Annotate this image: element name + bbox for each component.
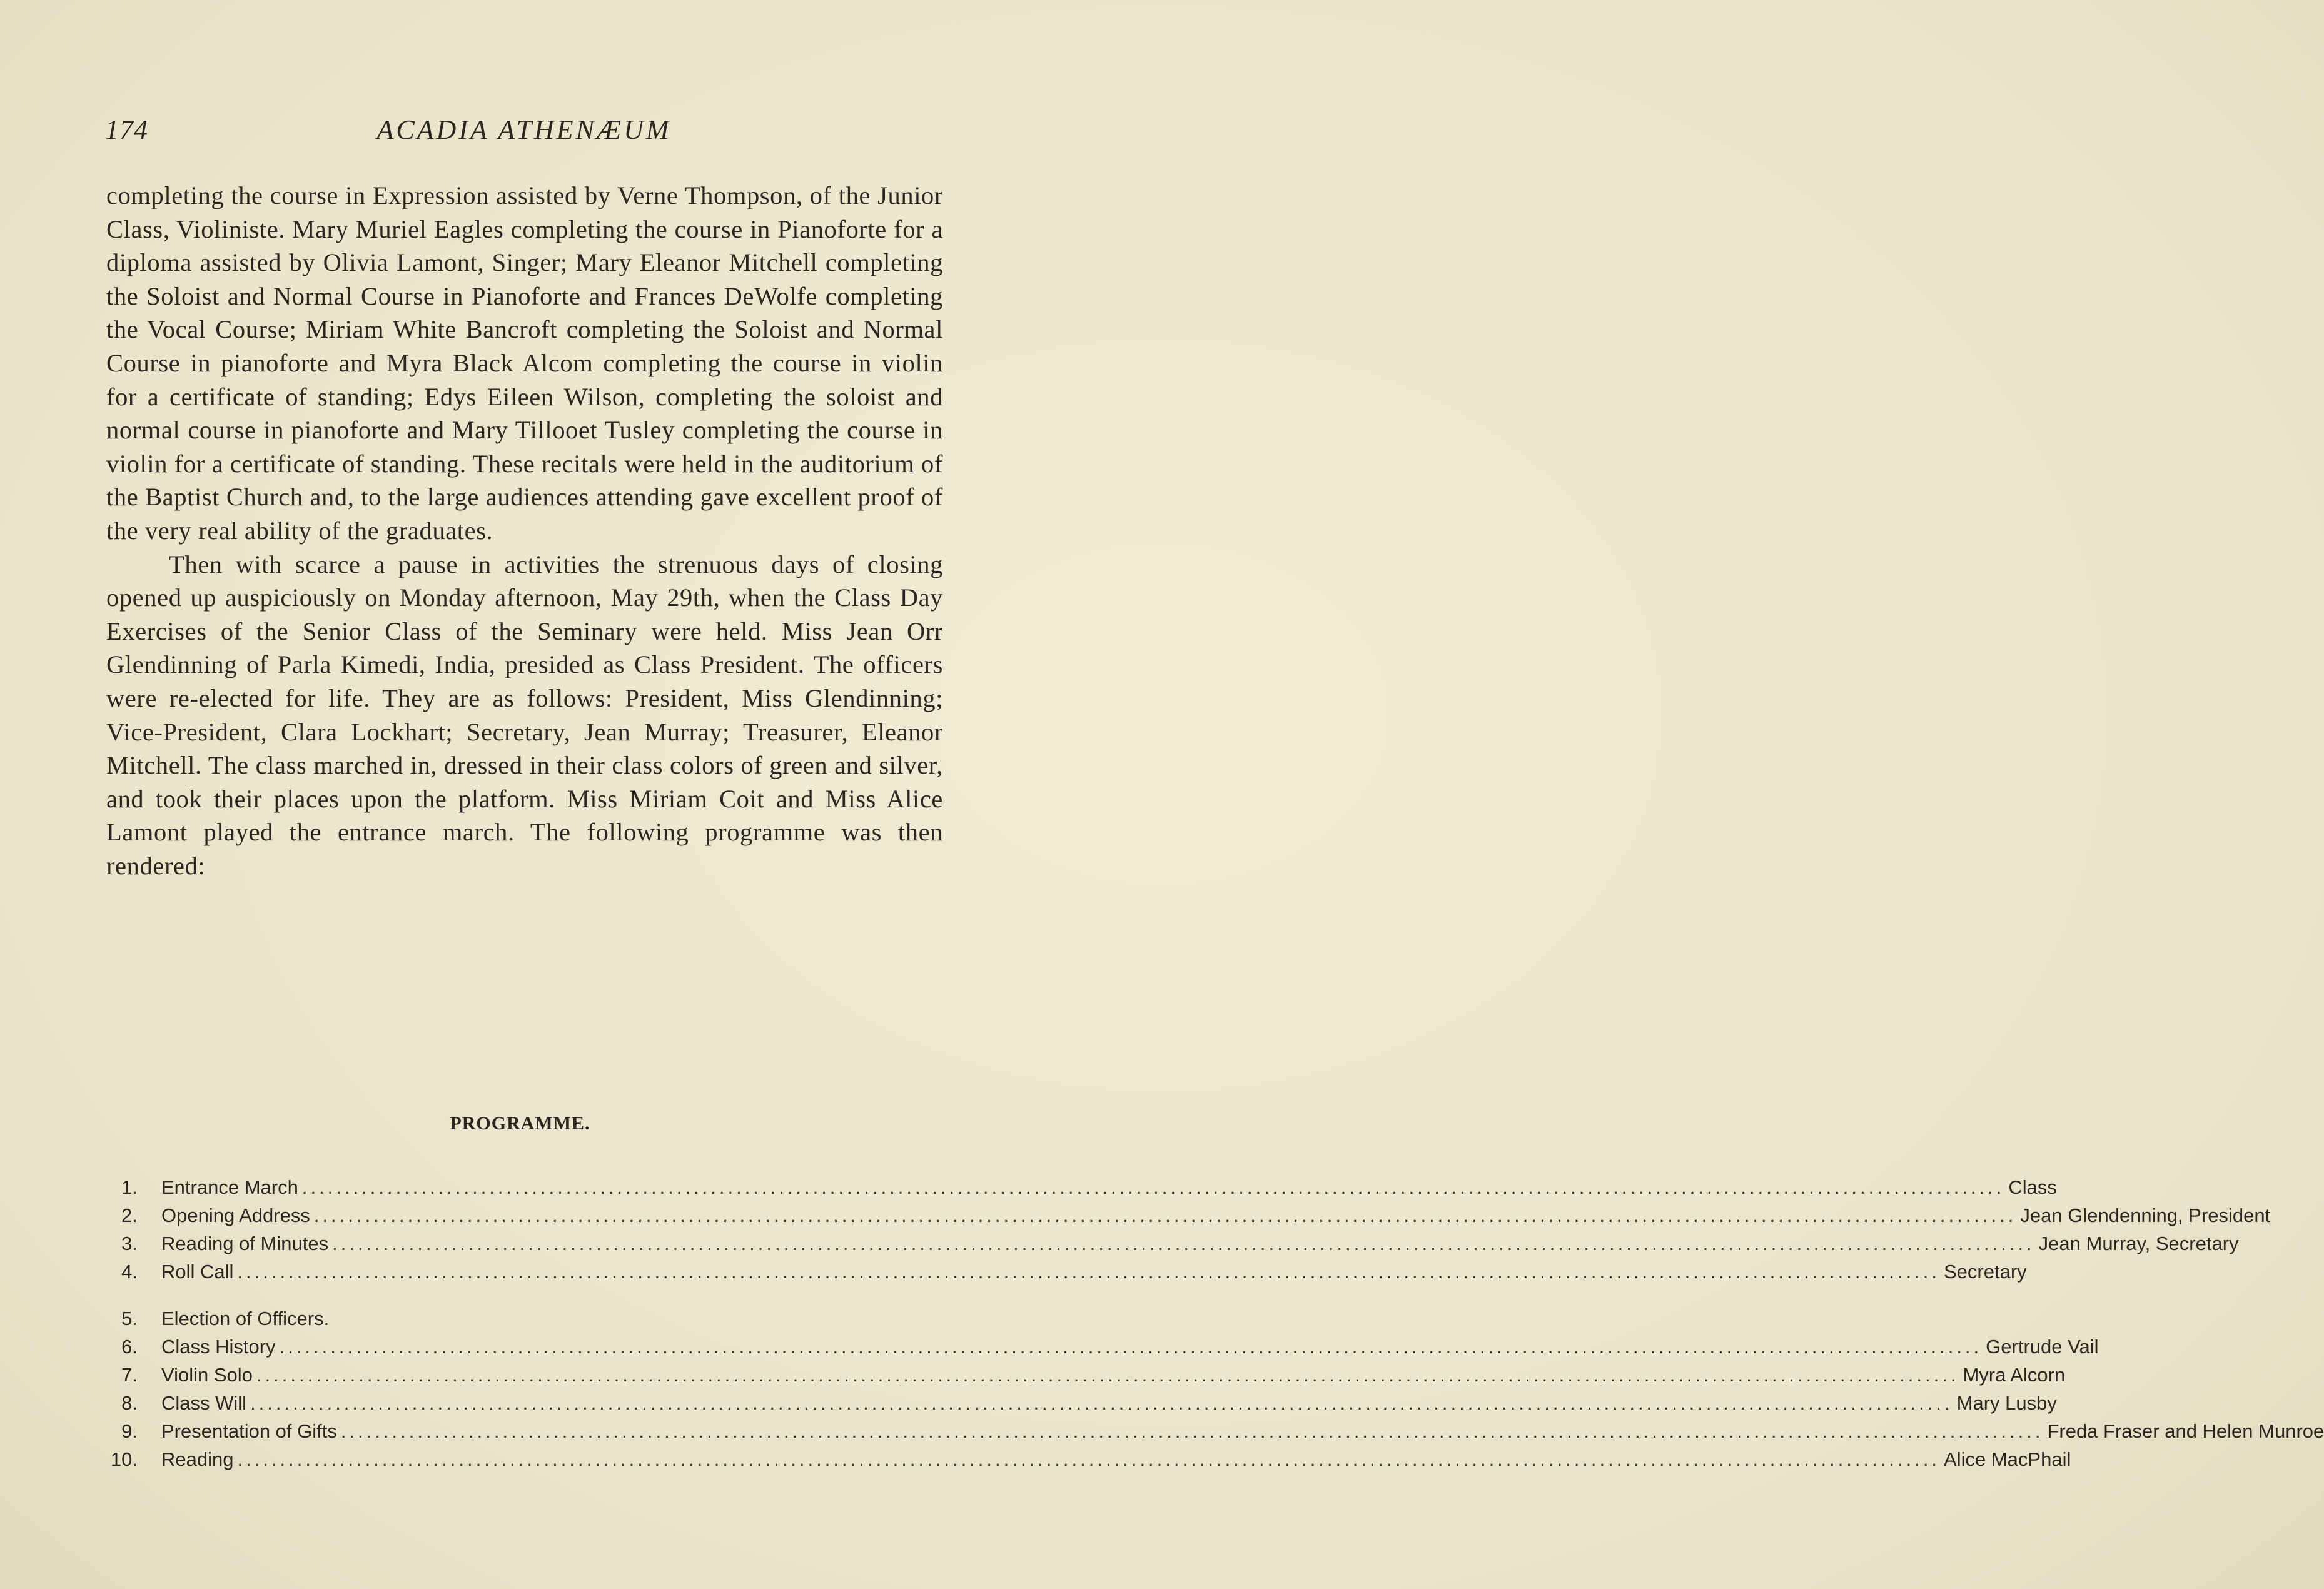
item-performer: Myra Alcorn: [1963, 1364, 2066, 1386]
item-title: Presentation of Gifts: [161, 1420, 337, 1442]
dot-leader: ........................................................................................................................................................................................................: [301, 1176, 2005, 1198]
item-performer: Class: [2008, 1176, 2057, 1198]
item-title: Election of Officers.: [161, 1308, 330, 1329]
item-performer: Gertrude Vail: [1986, 1336, 2099, 1358]
programme-item: [105, 1229, 2239, 1258]
item-number: 10.: [110, 1448, 138, 1470]
item-performer: Jean Murray, Secretary: [2038, 1233, 2239, 1254]
paragraph: completing the course in Expression assisted by Verne Thompson, of the Junior Class, Violiniste. Mary Muriel Eagles completing the course in Pianoforte for a diploma assisted by Olivia Lamont, Singer; Mary Eleanor Mitchell completing the Soloist and Normal Course in Pianoforte and Frances DeWolfe completing the Vocal Course; Miriam White Bancroft completing the Soloist and Normal Course in pianoforte and Myra Black Alcom completing the course in violin for a certificate of standing; Edys Eileen Wilson, completing the soloist and normal course in pianoforte and Mary Tillooet Tusley completing the course in violin for a certificate of standing. These recitals were held in the auditorium of the Baptist Church and, to the large audiences attending gave excellent proof of the very real ability of the graduates.: [106, 181, 943, 545]
item-performer: Jean Glendenning, President: [2020, 1204, 2271, 1226]
item-number: 9.: [121, 1420, 138, 1442]
dot-leader: ........................................................................................................................................................................................................: [332, 1233, 2035, 1254]
dot-leader: ........................................................................................................................................................................................................: [237, 1261, 1940, 1283]
programme-item: [105, 1304, 943, 1333]
item-title: Class Will: [161, 1392, 247, 1414]
dot-leader: ........................................................................................................................................................................................................: [256, 1364, 1959, 1386]
item-title: Class History: [161, 1336, 276, 1358]
item-number: 7.: [121, 1364, 138, 1386]
running-head: ACADIA ATHENÆUM: [376, 114, 672, 145]
item-performer: Alice MacPhail: [1944, 1448, 2071, 1470]
dot-leader: ........................................................................................................................................................................................................: [279, 1336, 1983, 1358]
item-title: Reading of Minutes: [161, 1233, 329, 1254]
item-number: 2.: [121, 1204, 138, 1226]
item-number: 8.: [121, 1392, 138, 1414]
programme-item: [105, 1361, 2066, 1389]
item-number: 1.: [121, 1176, 138, 1198]
item-title: Roll Call: [161, 1261, 234, 1283]
body-text: [106, 179, 943, 882]
item-performer: Secretary: [1943, 1261, 2027, 1283]
item-number: 3.: [121, 1233, 138, 1254]
item-title: Violin Solo: [161, 1364, 253, 1386]
dot-leader: ........................................................................................................................................................................................................: [340, 1420, 2044, 1442]
item-number: 6.: [121, 1336, 138, 1358]
programme-item: [105, 1445, 2071, 1473]
item-title: Reading: [161, 1448, 234, 1470]
item-title: Opening Address: [161, 1204, 310, 1226]
item-title: Entrance March: [161, 1176, 298, 1198]
item-performer: Freda Fraser and Helen Munroe: [2047, 1420, 2324, 1442]
programme-item: [105, 1417, 2324, 1445]
page-header: [105, 114, 943, 151]
programme-item: [105, 1258, 2027, 1286]
programme-title: PROGRAMME.: [450, 1113, 590, 1134]
dot-leader: ........................................................................................................................................................................................................: [313, 1204, 2017, 1226]
item-performer: Mary Lusby: [1956, 1392, 2057, 1414]
programme-item: [105, 1201, 2271, 1229]
page-number: 174: [105, 114, 148, 145]
dot-leader: ........................................................................................................................................................................................................: [237, 1448, 1941, 1470]
programme-item: [105, 1333, 2099, 1361]
item-number: 5.: [121, 1308, 138, 1329]
paragraph: Then with scarce a pause in activities the strenuous days of closing opened up auspiciously on Monday afternoon, May 29th, when the Class Day Exercises of the Senior Class of the Seminary were held. Miss Jean Orr Glendinning of Parla Kimedi, India, presided as Class President. The officers were re-elected for life. They are as follows: President, Miss Glendinning; Vice-President, Clara Lockhart; Secretary, Jean Murray; Treasurer, Eleanor Mitchell. The class marched in, dressed in their class colors of green and silver, and took their places upon the platform. Miss Miriam Coit and Miss Alice Lamont played the entrance march. The following programme was then rendered:: [106, 550, 943, 880]
programme-item: [105, 1173, 2057, 1201]
item-number: 4.: [121, 1261, 138, 1283]
programme-item: [105, 1389, 2057, 1417]
dot-leader: ........................................................................................................................................................................................................: [250, 1392, 1953, 1414]
programme-list: [105, 1173, 2324, 1473]
